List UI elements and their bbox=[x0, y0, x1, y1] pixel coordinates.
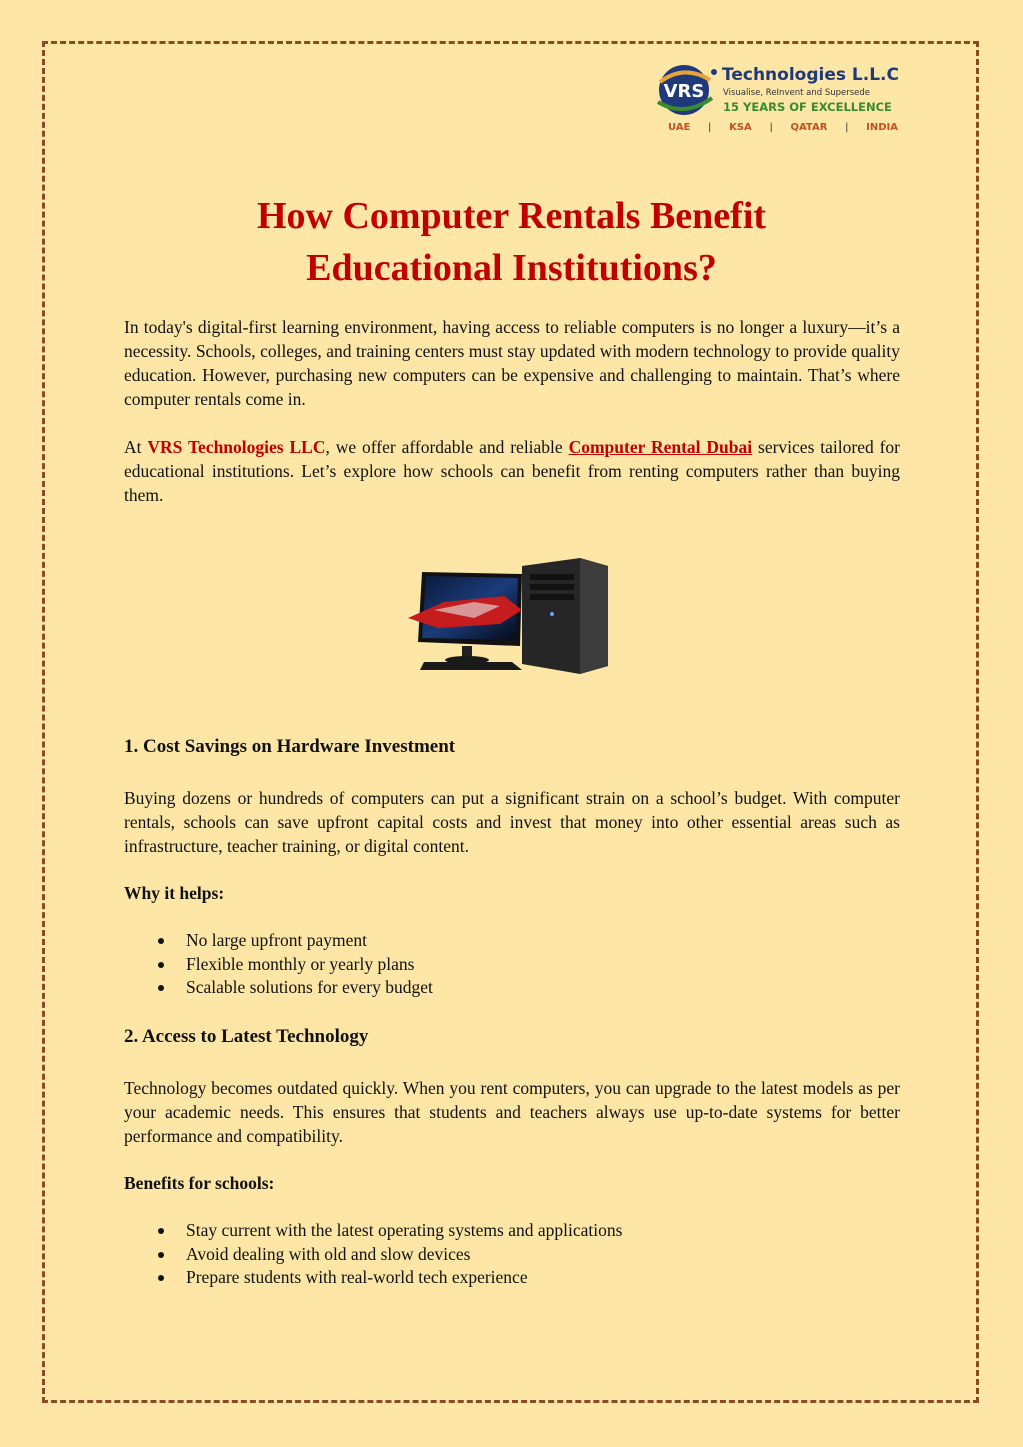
vrs-globe-icon bbox=[650, 62, 720, 118]
logo-tagline: Visualise, ReInvent and Supersede bbox=[723, 88, 871, 98]
list-item: Avoid dealing with old and slow devices bbox=[186, 1243, 622, 1267]
offer-prefix: At bbox=[124, 437, 148, 457]
country-qatar: QATAR bbox=[790, 122, 828, 133]
title-line-2: Educational Institutions? bbox=[306, 247, 717, 289]
list-item: Stay current with the latest operating systems and applications bbox=[186, 1219, 622, 1243]
list-item: Prepare students with real-world tech experience bbox=[186, 1266, 622, 1290]
offer-suffix: services tailored for educational institutions. Let’s explore how schools can benefit from renting computers rather than buying them. bbox=[124, 437, 901, 505]
section-label: Why it helps: bbox=[124, 883, 225, 903]
logo-mark-text: VRS bbox=[663, 81, 705, 102]
country-separator: | bbox=[769, 122, 773, 133]
section-body: Technology becomes outdated quickly. When you rent computers, you can upgrade to the latest models as per your academic needs. This ensures that students and teachers always use up-to-date systems for better performance and compatibility. bbox=[124, 1078, 900, 1146]
list-item: Scalable solutions for every budget bbox=[186, 976, 433, 1000]
computer-rental-dubai-link[interactable]: Computer Rental Dubai bbox=[568, 437, 753, 457]
page-title bbox=[150, 190, 873, 294]
desktop-computer-icon bbox=[404, 556, 614, 676]
company-logo bbox=[648, 60, 908, 140]
offer-middle: , we offer affordable and reliable bbox=[325, 437, 569, 457]
logo-company-name: Technologies L.L.C bbox=[722, 65, 899, 85]
intro-paragraph: In today's digital-first learning environment, having access to reliable computers is no longer a luxury—it’s a necessity. Schools, colleges, and training centers must stay updated with modern technology to provide quality education. However, purchasing new computers can be expensive and challenging to maintain. That’s where computer rentals come in. bbox=[124, 317, 900, 409]
list-item: No large upfront payment bbox=[186, 929, 433, 953]
country-india: INDIA bbox=[866, 122, 898, 133]
country-separator: | bbox=[845, 122, 849, 133]
section-bullet-list bbox=[124, 929, 433, 1000]
list-item: Flexible monthly or yearly plans bbox=[186, 953, 433, 977]
section-heading: 2. Access to Latest Technology bbox=[124, 1026, 369, 1047]
section-body: Buying dozens or hundreds of computers can put a significant strain on a school’s budget. With computer rentals, schools can save upfront capital costs and invest that money into other essential areas such as infrastructure, teacher training, or digital content. bbox=[124, 788, 900, 856]
logo-countries bbox=[668, 122, 898, 133]
section-bullet-list bbox=[124, 1219, 622, 1290]
country-uae: UAE bbox=[668, 122, 691, 133]
company-name: VRS Technologies LLC bbox=[147, 437, 326, 457]
logo-years: 15 YEARS OF EXCELLENCE bbox=[723, 100, 892, 114]
title-line-1: How Computer Rentals Benefit bbox=[256, 195, 767, 237]
country-separator: | bbox=[708, 122, 712, 133]
offer-paragraph bbox=[124, 435, 900, 507]
section-label: Benefits for schools: bbox=[124, 1173, 275, 1193]
country-ksa: KSA bbox=[729, 122, 752, 133]
section-heading: 1. Cost Savings on Hardware Investment bbox=[124, 736, 456, 757]
